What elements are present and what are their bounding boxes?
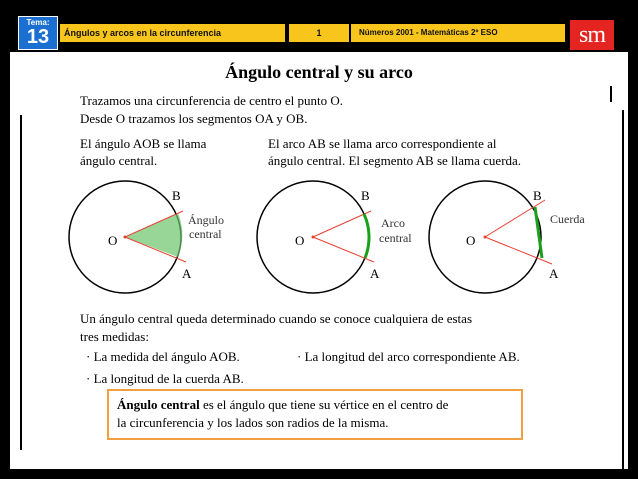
page-title: Ángulo central y su arco	[225, 62, 413, 82]
divider	[610, 86, 612, 102]
intro-line-2: Desde O trazamos los segmentos OA y OB.	[80, 111, 308, 126]
definition-line-2: la circunferencia y los lados son radios de la misma.	[117, 415, 389, 430]
arc-ab	[364, 214, 369, 258]
label-o-1: O	[108, 233, 118, 248]
chord-label: Cuerda	[550, 212, 585, 226]
label-a-2: A	[370, 266, 380, 281]
header-title: Ángulos y arcos en la circunferencia	[60, 24, 285, 42]
diagram-angle	[69, 181, 224, 293]
definition-box	[107, 389, 523, 440]
angle-sector	[125, 213, 182, 257]
label-o-2: O	[295, 233, 305, 248]
intro-line-1: Trazamos una circunferencia de centro el punto O.	[80, 93, 344, 108]
label-b-2: B	[361, 188, 370, 203]
label-b-3: B	[533, 188, 542, 203]
tema-badge	[18, 16, 58, 50]
col1-line-2: ángulo central.	[80, 153, 158, 168]
book-title: Números 2001 - Matemáticas 2º ESO	[351, 24, 565, 42]
col2-line-1: El arco AB se llama arco correspondiente al	[268, 136, 497, 151]
label-a-3: A	[549, 266, 559, 281]
right-rule	[622, 110, 624, 469]
bullet-angle: · La medida del ángulo AOB.	[86, 349, 240, 364]
col1-line-1: El ángulo AOB se llama	[80, 136, 207, 151]
page-number: 1	[289, 24, 349, 42]
angle-label-2: central	[189, 227, 222, 241]
bullet-chord: · La longitud de la cuerda AB.	[86, 371, 244, 386]
center-point-1	[124, 236, 127, 239]
center-point-2	[312, 236, 315, 239]
diagram-chord	[429, 181, 585, 293]
publisher-logo: sm	[570, 20, 614, 50]
angle-label: Ángulo	[188, 213, 224, 227]
label-o-3: O	[466, 233, 476, 248]
definition-line-1	[117, 397, 448, 413]
col2-line-2: ángulo central. El segmento AB se llama cuerda.	[268, 153, 522, 168]
label-a-1: A	[182, 266, 192, 281]
circle-diagrams	[68, 180, 628, 300]
label-b-1: B	[172, 188, 181, 203]
arc-label: Arco	[381, 216, 405, 230]
diagram-arc	[257, 181, 412, 293]
measures-line-2: tres medidas:	[80, 329, 149, 344]
left-rule	[20, 115, 22, 450]
ray-oa-2	[313, 237, 374, 262]
tema-label: Tema:	[26, 18, 50, 27]
bullet-arc: · La longitud del arco correspondiente AB.	[297, 349, 520, 364]
slide	[10, 10, 628, 469]
tema-number: 13	[26, 26, 50, 48]
definition-term: Ángulo central	[117, 397, 200, 412]
header-bar	[10, 10, 628, 52]
ray-ob-2	[313, 211, 371, 237]
measures-line-1: Un ángulo central queda determinado cuando se conoce cualquiera de estas	[80, 311, 472, 326]
definition-text-1: es el ángulo que tiene su vértice en el centro de	[199, 397, 449, 412]
arc-label-2: central	[379, 231, 412, 245]
center-point-3	[484, 236, 487, 239]
